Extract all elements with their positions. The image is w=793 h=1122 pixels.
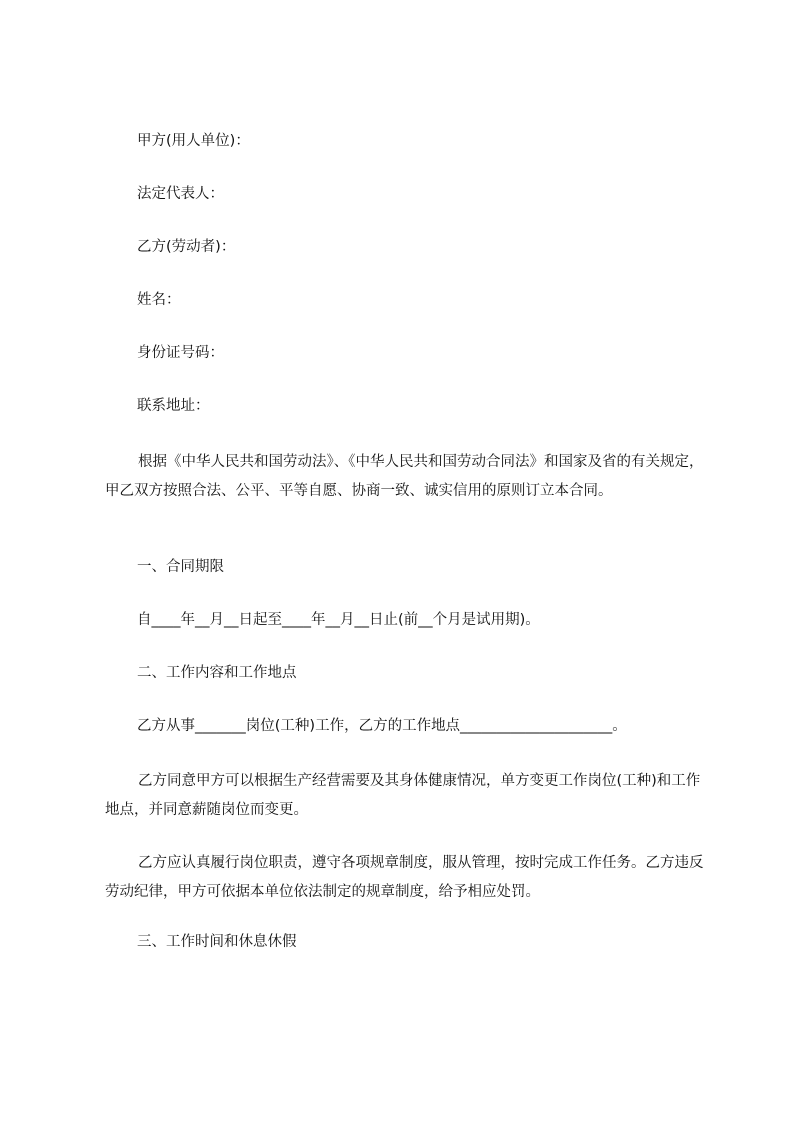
section-3-heading: 三、工作时间和休息休假 (137, 934, 297, 950)
job-position-line: 乙方从事_______岗位(工种)工作，乙方的工作地点_____________________。 (137, 718, 627, 734)
name-label: 姓名： (137, 292, 181, 308)
section-2-heading: 二、工作内容和工作地点 (137, 665, 297, 681)
contact-address-label: 联系地址： (137, 398, 210, 414)
section-1-heading: 一、合同期限 (137, 559, 224, 575)
duty-paragraph: 乙方应认真履行岗位职责，遵守各项规章制度，服从管理，按时完成工作任务。乙方违反劳动纪律，甲方可依据本单位依法制定的规章制度，给予相应处罚。 (105, 855, 704, 900)
legal-representative-label: 法定代表人： (137, 186, 224, 202)
intro-paragraph: 根据《中华人民共和国劳动法》、《中华人民共和国劳动合同法》和国家及省的有关规定，甲乙双方按照合法、公平、平等自愿、协商一致、诚实信用的原则订立本合同。 (105, 454, 704, 499)
party-a-label: 甲方(用人单位)： (137, 133, 250, 149)
position-change-paragraph: 乙方同意甲方可以根据生产经营需要及其身体健康情况，单方变更工作岗位(工种)和工作地点，并同意薪随岗位而变更。 (105, 773, 701, 818)
contract-term-line: 自____年__月__日起至____年__月__日止(前__个月是试用期)。 (137, 612, 540, 628)
party-b-label: 乙方(劳动者)： (137, 239, 236, 255)
id-number-label: 身份证号码： (137, 345, 224, 361)
